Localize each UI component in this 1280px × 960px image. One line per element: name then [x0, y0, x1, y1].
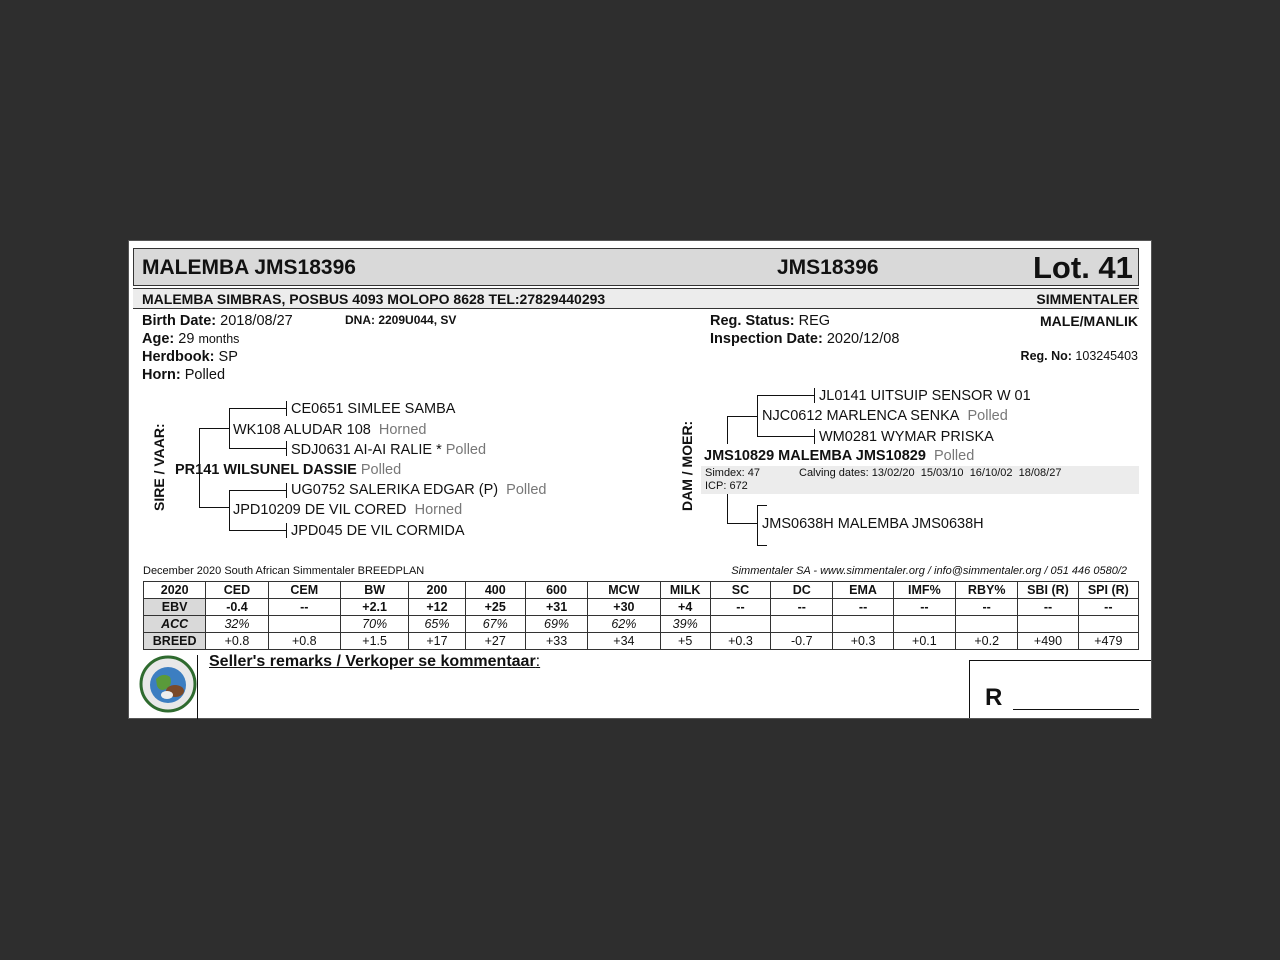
seller-remarks-label: Seller's remarks / Verkoper se kommentaar:: [209, 653, 541, 670]
header-cell: SBI (R): [1018, 582, 1078, 599]
acc-cell: 70%: [340, 616, 408, 633]
acc-cell: 32%: [206, 616, 268, 633]
header-cell: BW: [340, 582, 408, 599]
acc-cell: 65%: [409, 616, 465, 633]
acc-cell: [1078, 616, 1138, 633]
acc-cell: 67%: [465, 616, 525, 633]
dam-icp: ICP: 672: [705, 480, 748, 492]
row-label: EBV: [144, 599, 206, 616]
breed-cell: +1.5: [340, 633, 408, 650]
acc-cell: 39%: [660, 616, 710, 633]
breeder-address: MALEMBA SIMBRAS, POSBUS 4093 MOLOPO 8628 TEL:27829440293: [142, 291, 606, 307]
ebv-cell: --: [268, 599, 340, 616]
society-logo-icon: [139, 655, 197, 713]
breed-cell: -0.7: [771, 633, 833, 650]
sire-sire-dam: SDJ0631 AI-AI RALIE * Polled: [291, 442, 487, 458]
acc-cell: 62%: [588, 616, 660, 633]
reg-status: Reg. Status: REG: [710, 313, 831, 329]
sire-sire: WK108 ALUDAR 108 Horned: [233, 422, 427, 438]
lot-number: Lot. 41: [1033, 250, 1133, 285]
birth-date: Birth Date: 2018/08/27: [142, 313, 293, 329]
header-cell: 2020: [144, 582, 206, 599]
breed-cell: +27: [465, 633, 525, 650]
price-prefix: R: [985, 684, 1003, 711]
ebv-cell: --: [710, 599, 770, 616]
ebv-header-row: [144, 582, 1139, 599]
breed-cell: +0.1: [893, 633, 955, 650]
breed-cell: +0.3: [710, 633, 770, 650]
sire-sire-sire: CE0651 SIMLEE SAMBA: [291, 401, 456, 417]
breed-cell: +0.8: [206, 633, 268, 650]
dam-name: JMS10829 MALEMBA JMS10829 Polled: [704, 448, 975, 464]
ebv-cell: --: [893, 599, 955, 616]
header-cell: RBY%: [956, 582, 1018, 599]
breed-cell: +5: [660, 633, 710, 650]
header-cell: SPI (R): [1078, 582, 1138, 599]
acc-cell: [893, 616, 955, 633]
lot-card: [128, 240, 1152, 719]
animal-name: MALEMBA JMS18396: [142, 256, 356, 279]
sire-dam-sire: UG0752 SALERIKA EDGAR (P) Polled: [291, 482, 547, 498]
price-entry-line: [1013, 709, 1139, 710]
animal-code: JMS18396: [777, 256, 879, 279]
ebv-cell: +12: [409, 599, 465, 616]
herdbook: Herdbook: SP: [142, 349, 238, 365]
dam-simdex: Simdex: 47: [705, 467, 761, 479]
dam-sire-sire: JL0141 UITSUIP SENSOR W 01: [819, 388, 1031, 404]
society-contact: Simmentaler SA - www.simmentaler.org / info@simmentaler.org / 051 446 0580/2: [731, 565, 1127, 577]
acc-cell: [771, 616, 833, 633]
ebv-cell: +31: [525, 599, 587, 616]
acc-cell: [268, 616, 340, 633]
breed-cell: +17: [409, 633, 465, 650]
row-label: BREED: [144, 633, 206, 650]
dna-info: DNA: 2209U044, SV: [345, 313, 457, 327]
header-cell: SC: [710, 582, 770, 599]
acc-cell: 69%: [525, 616, 587, 633]
breed-cell: +34: [588, 633, 660, 650]
ebv-cell: --: [833, 599, 893, 616]
sire-dam-dam: JPD045 DE VIL CORMIDA: [291, 523, 465, 539]
ebv-cell: --: [1078, 599, 1138, 616]
header-cell: 200: [409, 582, 465, 599]
sex: MALE/MANLIK: [1040, 313, 1138, 329]
header-cell: CEM: [268, 582, 340, 599]
ebv-cell: --: [956, 599, 1018, 616]
dam-dam: JMS0638H MALEMBA JMS0638H: [762, 516, 984, 532]
ebv-cell: +2.1: [340, 599, 408, 616]
breed-cell: +0.2: [956, 633, 1018, 650]
header-cell: 400: [465, 582, 525, 599]
ebv-cell: -0.4: [206, 599, 268, 616]
acc-cell: [833, 616, 893, 633]
breed-cell: +0.8: [268, 633, 340, 650]
sire-dam: JPD10209 DE VIL CORED Horned: [233, 502, 463, 518]
ebv-table: [143, 581, 1139, 650]
breed-cell: +0.3: [833, 633, 893, 650]
ebv-row: [144, 599, 1139, 616]
sire-label: SIRE / VAAR:: [151, 423, 167, 511]
inspection-date: Inspection Date: 2020/12/08: [710, 331, 900, 347]
reg-number: Reg. No: 103245403: [1020, 349, 1138, 363]
row-label: ACC: [144, 616, 206, 633]
ebv-cell: +25: [465, 599, 525, 616]
sire-name: PR141 WILSUNEL DASSIE Polled: [175, 462, 402, 478]
age: Age: 29 months: [142, 331, 240, 347]
breed-cell: +490: [1018, 633, 1078, 650]
header-cell: 600: [525, 582, 587, 599]
breed-cell: +33: [525, 633, 587, 650]
dam-calving-dates: Calving dates: 13/02/20 15/03/10 16/10/02 18/08/27: [799, 467, 1062, 479]
horn-status: Horn: Polled: [142, 367, 226, 383]
dam-label: DAM / MOER:: [679, 420, 695, 511]
header-cell: IMF%: [893, 582, 955, 599]
ebv-cell: --: [1018, 599, 1078, 616]
dam-sire-dam: WM0281 WYMAR PRISKA: [819, 429, 994, 445]
dam-sire: NJC0612 MARLENCA SENKA Polled: [762, 408, 1008, 424]
ebv-cell: +4: [660, 599, 710, 616]
ebv-cell: --: [771, 599, 833, 616]
acc-cell: [710, 616, 770, 633]
acc-cell: [1018, 616, 1078, 633]
breed-cell: +479: [1078, 633, 1138, 650]
breed-name: SIMMENTALER: [1036, 291, 1138, 307]
header-cell: CED: [206, 582, 268, 599]
header-cell: EMA: [833, 582, 893, 599]
ebv-cell: +30: [588, 599, 660, 616]
header-cell: MCW: [588, 582, 660, 599]
breed-row: [144, 633, 1139, 650]
header-cell: DC: [771, 582, 833, 599]
acc-row: [144, 616, 1139, 633]
breedplan-note: December 2020 South African Simmentaler BREEDPLAN: [143, 565, 425, 577]
acc-cell: [956, 616, 1018, 633]
header-cell: MILK: [660, 582, 710, 599]
